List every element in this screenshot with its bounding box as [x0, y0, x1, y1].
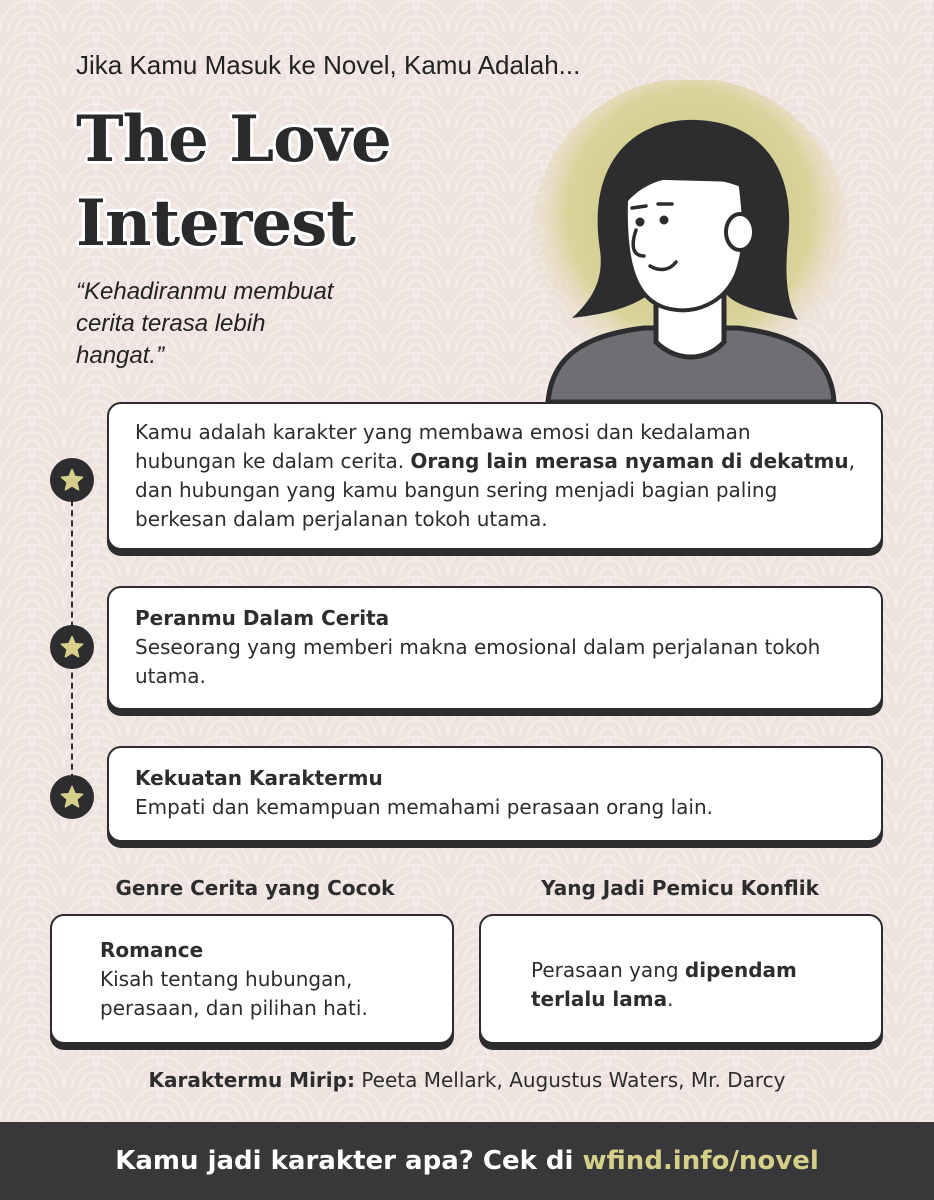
genre-description: Kisah tentang hubungan, perasaan, dan pilihan hati.	[100, 967, 368, 1020]
quote-line-2: cerita terasa lebih	[76, 310, 266, 337]
timeline-star-badge	[50, 458, 94, 502]
conflict-text-end: .	[667, 987, 674, 1011]
footer-banner	[0, 1122, 934, 1200]
timeline-star-badge	[50, 775, 94, 819]
timeline-star-badge	[50, 625, 94, 669]
similar-characters	[0, 1068, 934, 1092]
footer-cta	[115, 1146, 819, 1176]
strength-content	[135, 764, 857, 822]
woman-portrait-illustration	[526, 80, 856, 402]
character-quote	[76, 276, 396, 372]
genre-content	[100, 936, 422, 1023]
similar-label: Karaktermu Mirip:	[148, 1068, 355, 1092]
footer-text: Kamu jadi karakter apa? Cek di	[115, 1146, 583, 1176]
genre-card	[50, 914, 454, 1044]
intro-text-bold: Orang lain merasa nyaman di dekatmu	[410, 449, 849, 473]
quote-line-3: hangat.”	[76, 342, 165, 369]
intro-text-rest: , dan hubungan yang kamu bangun sering menjadi bagian paling berkesan dalam perjalanan tokoh utama.	[135, 449, 855, 531]
conflict-card	[479, 914, 883, 1044]
footer-link[interactable]: wfind.info/novel	[582, 1146, 819, 1176]
star-icon	[60, 468, 84, 492]
similar-names: Peeta Mellark, Augustus Waters, Mr. Darcy	[354, 1068, 786, 1092]
strength-card	[107, 746, 883, 842]
strength-heading: Kekuatan Karaktermu	[135, 766, 383, 790]
intro-description	[135, 418, 857, 534]
intro-text: Kamu adalah karakter yang membawa emosi dan kedalaman hubungan ke dalam cerita.	[135, 420, 751, 473]
conflict-text: Perasaan yang	[531, 958, 685, 982]
subtitle: Jika Kamu Masuk ke Novel, Kamu Adalah...	[76, 50, 581, 80]
conflict-description	[531, 956, 845, 1014]
conflict-section-title: Yang Jadi Pemicu Konflik	[541, 876, 819, 900]
title-line-1: The Love	[76, 102, 391, 177]
star-icon	[60, 635, 84, 659]
role-heading: Peranmu Dalam Cerita	[135, 606, 390, 630]
strength-body: Empati dan kemampuan memahami perasaan orang lain.	[135, 795, 714, 819]
role-content	[135, 604, 857, 691]
conflict-text-bold: dipendam terlalu lama	[531, 958, 797, 1011]
intro-card	[107, 402, 883, 550]
role-card	[107, 586, 883, 710]
quote-line-1: “Kehadiranmu membuat	[76, 278, 334, 305]
genre-name: Romance	[100, 938, 204, 962]
page-title	[76, 98, 496, 266]
role-body: Seseorang yang memberi makna emosional dalam perjalanan tokoh utama.	[135, 635, 821, 688]
genre-section-title: Genre Cerita yang Cocok	[115, 876, 395, 900]
star-icon	[60, 785, 84, 809]
title-line-2: Interest	[76, 186, 355, 261]
